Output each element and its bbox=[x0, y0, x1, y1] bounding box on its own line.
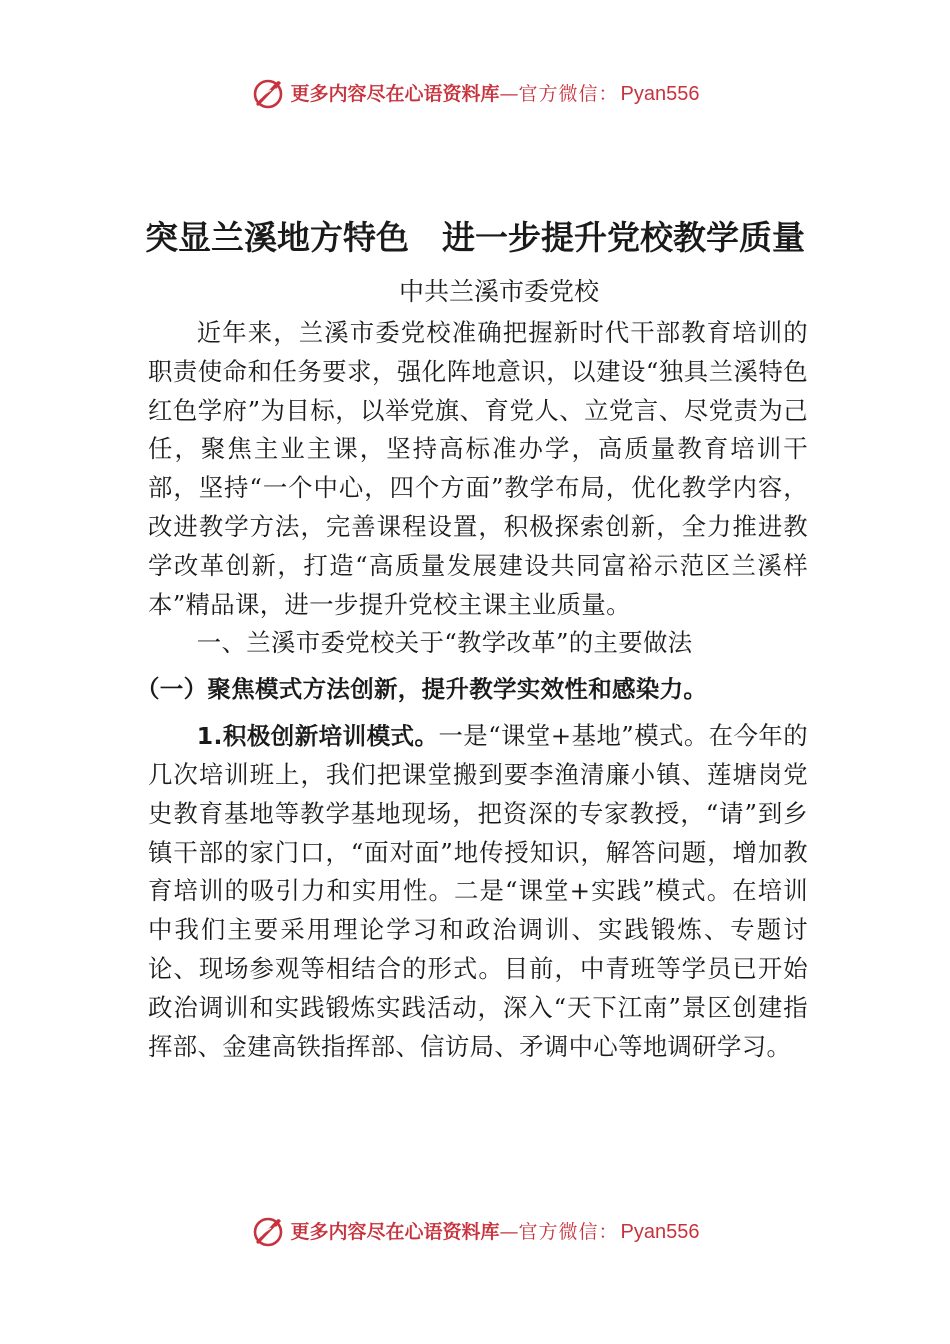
banner-separator: — bbox=[499, 83, 519, 105]
section-heading: 一、兰溪市委党校关于“教学改革”的主要做法 bbox=[196, 628, 693, 658]
pen-circle-logo-icon bbox=[251, 1215, 285, 1249]
subsection-heading: （一）聚焦模式方法创新，提升教学实效性和感染力。 bbox=[136, 675, 708, 704]
document-author: 中共兰溪市委党校 bbox=[398, 277, 599, 306]
item-text: 一是“课堂+基地”模式。在今年的几次培训班上，我们把课堂搬到要李渔清廉小镇、莲塘岗党史教育基地等教学基地现场，把资深的专家教授，“请”到乡镇干部的家门口，“面对面”地传授知识，解答问题，增加教育培训的吸引力和实用性。二是“课堂+实践”模式。在培训中我们主要采用理论学习和政治调训、实践锻炼、专题讨论、现场参观等相结合的形式。目前，中青班等学员已开始政治调训和实践锻炼实践活动，深入“天下江南”景区创建指挥部、金建高铁指挥部、信访局、矛调中心等地调研学习。 bbox=[148, 721, 808, 1061]
banner-wechat-label: 官方微信： bbox=[518, 83, 619, 105]
banner-separator: — bbox=[499, 1221, 519, 1243]
intro-paragraph: 近年来，兰溪市委党校准确把握新时代干部教育培训的职责使命和任务要求，强化阵地意识，以建设“独具兰溪特色红色学府”为目标，以举党旗、育党人、立党言、尽党责为己任，聚焦主业主课，坚持高标准办学，高质量教育培训干部，坚持“一个中心，四个方面”教学布局，优化教学内容，改进教学方法，完善课程设置，积极探索创新，全力推进教学改革创新，打造“高质量发展建设共同富裕示范区兰溪样本”精品课，进一步提升党校主课主业质量。 bbox=[148, 318, 808, 619]
item-title: 1.积极创新培训模式。 bbox=[196, 722, 439, 751]
pen-circle-logo-icon bbox=[251, 77, 285, 111]
banner-brand-text: 更多内容尽在心语资料库 bbox=[290, 1221, 500, 1243]
document-body bbox=[136, 314, 808, 1066]
document-title: 突显兰溪地方特色 进一步提升党校教学质量 bbox=[145, 218, 805, 258]
footer-banner bbox=[0, 1212, 950, 1252]
banner-wechat-id: Pyan556 bbox=[620, 1221, 700, 1243]
banner-wechat-label: 官方微信： bbox=[518, 1221, 619, 1243]
item-paragraph bbox=[148, 717, 808, 1066]
banner-wechat-id: Pyan556 bbox=[620, 83, 700, 105]
banner-brand-text: 更多内容尽在心语资料库 bbox=[290, 83, 500, 105]
header-banner bbox=[0, 74, 950, 114]
